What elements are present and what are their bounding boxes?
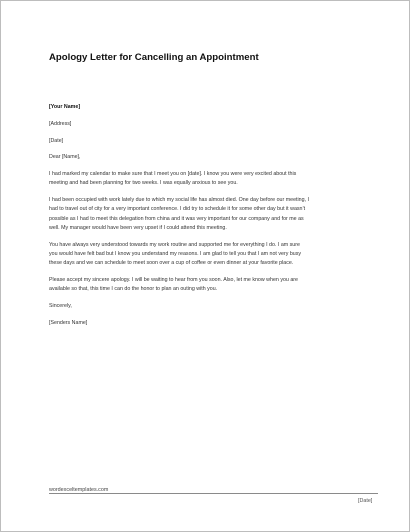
address-placeholder: [Address] xyxy=(49,120,72,127)
salutation: Dear [Name], xyxy=(49,154,81,161)
paragraph-line: well. My manager would have been very upset if I could attend this meeting. xyxy=(49,224,227,231)
paragraph-line: possible as I had to meet this delegation from china and it was very important for our company and for me as xyxy=(49,215,304,222)
sender-name-placeholder: [Your Name] xyxy=(49,104,81,110)
paragraph-line: Please accept my sincere apology. I will be waiting to hear from you soon. Also, let me know when you are xyxy=(49,276,298,283)
paragraph-line: had to travel out of city for a very important conference. I did try to schedule it for some other day but it wasn’t xyxy=(49,206,306,213)
paragraph-line: You have always very understood towards my work routine and supported me for everything I do. I am sure xyxy=(49,241,300,248)
paragraph-4 xyxy=(49,276,379,294)
paragraph-3 xyxy=(49,241,379,269)
paragraph-line: these days and we can schedule to meet soon over a cup of coffee or even dinner at your favorite place. xyxy=(49,260,294,266)
paragraph-line: you would have felt bad but I know you understand my reasons. I am glad to tell you that I am not very busy xyxy=(49,250,302,257)
paragraph-line: available so that, this time I can do the honor to plan an outing with you. xyxy=(49,286,218,292)
senders-name-placeholder: [Senders Name] xyxy=(49,319,88,326)
paragraph-line: I had been occupied with work lately due to which my social life has almost died. One day before our meeting, I xyxy=(49,197,309,204)
paragraph-2 xyxy=(49,196,379,233)
footer-website: wordexceltemplates.com xyxy=(49,487,109,493)
letter-title: Apology Letter for Cancelling an Appointment xyxy=(49,52,259,63)
footer-date: [Date] xyxy=(358,498,373,504)
paragraph-line: meeting and had been planning for two weeks. I was equally anxious to see you. xyxy=(49,180,238,187)
date-placeholder: [Date] xyxy=(49,137,64,144)
paragraph-line: I had marked my calendar to make sure that I meet you on [date]. I know you were very excited about this xyxy=(49,171,297,178)
footer-divider xyxy=(49,493,378,494)
letter-body xyxy=(49,103,379,328)
closing: Sincerely, xyxy=(49,302,72,309)
paragraph-1 xyxy=(49,170,379,188)
